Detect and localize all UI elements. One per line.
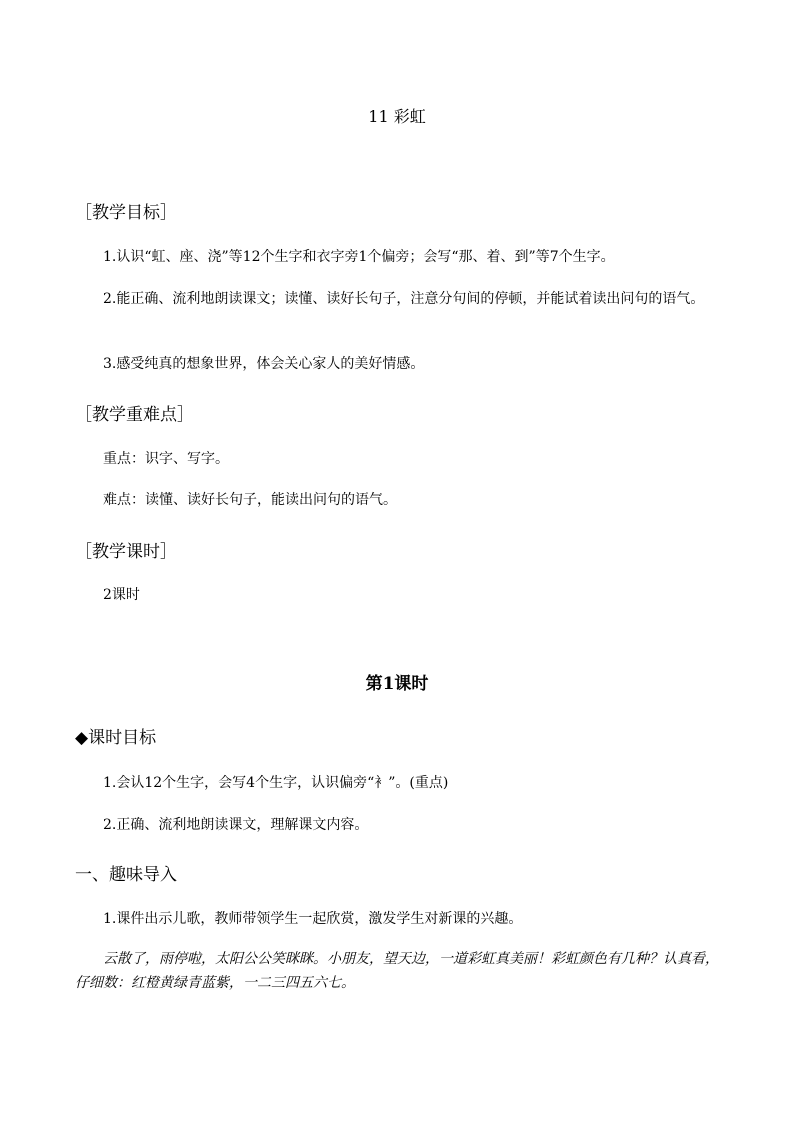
page-title: 11 彩虹	[368, 107, 426, 126]
nursery-rhyme: 云散了，雨停啦，太阳公公笑眯眯。小朋友，望天边，一道彩虹真美丽！彩虹颜色有几种？认真看，仔细数：红橙黄绿青蓝紫，一二三四五六七。	[75, 951, 719, 991]
keypoint-focus: 重点：识字、写字。	[103, 451, 229, 467]
lesson-goal-heading: ◆课时目标	[75, 728, 157, 748]
lesson-title: 第1课时	[365, 674, 429, 694]
hours-value: 2课时	[103, 587, 140, 603]
goal-item-2: 2.能正确、流利地朗读课文；读懂、读好长句子，注意分句间的停顿，并能试着读出问句的语气。	[103, 291, 705, 307]
keypoints-heading: ［教学重难点］	[75, 405, 194, 425]
goal-item-3: 3.感受纯真的想象世界，体会关心家人的美好情感。	[103, 356, 425, 372]
goal-item-1: 1.认识“虹、座、浇”等12个生字和衣字旁1个偏旁；会写“那、着、到”等7个生字。	[103, 249, 615, 265]
hours-heading: ［教学课时］	[75, 542, 177, 562]
goals-heading: ［教学目标］	[75, 203, 177, 223]
keypoint-difficulty: 难点：读懂、读好长句子，能读出问句的语气。	[103, 492, 397, 508]
lesson-goal-1: 1.会认12个生字，会写4个生字，认识偏旁“衤”。(重点)	[103, 775, 449, 791]
lesson-goal-2: 2.正确、流利地朗读课文，理解课文内容。	[103, 817, 369, 833]
section1-heading: 一、趣味导入	[75, 865, 177, 885]
section1-item: 1.课件出示儿歌，教师带领学生一起欣赏，激发学生对新课的兴趣。	[103, 911, 523, 927]
